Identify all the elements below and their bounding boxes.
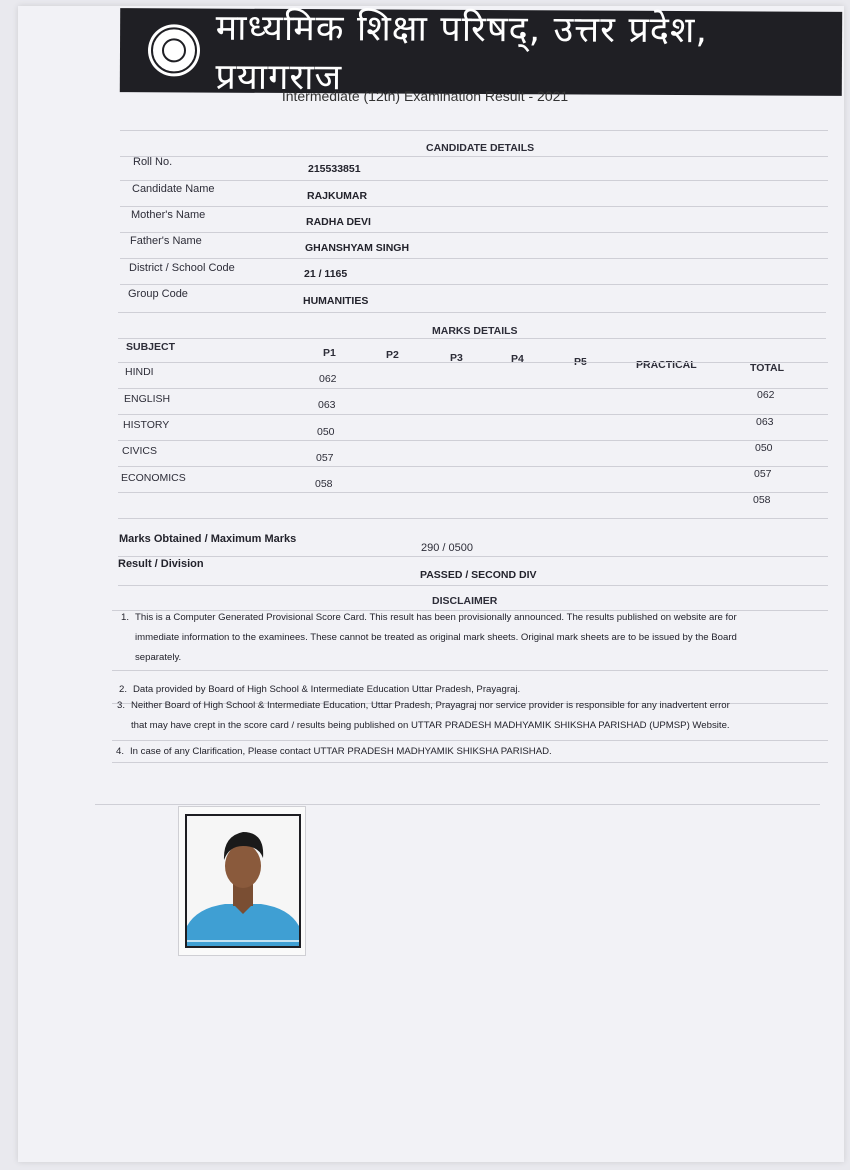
total-mark: 063	[756, 416, 774, 428]
candidate-photo-icon	[187, 816, 299, 946]
col-p3: P3	[450, 352, 463, 364]
divider	[118, 492, 828, 493]
total-mark: 058	[753, 494, 771, 506]
p1-mark: 063	[318, 399, 336, 411]
label-group-code: Group Code	[128, 288, 188, 300]
disclaimer-item: 3. Neither Board of High School & Intermediate Education, Uttar Pradesh, Prayagraj nor service provider is responsible for any inadvertent error that may have crept in the score card / results being published on UTTAR PRADESH MADHYAMIK SHIKSHA PARISHAD (UPMSP) Website.	[117, 700, 730, 731]
col-p2: P2	[386, 349, 399, 361]
p1-mark: 050	[317, 426, 335, 438]
exam-title: Intermediate (12th) Examination Result - 2021	[281, 88, 569, 104]
p1-mark: 057	[316, 452, 334, 464]
divider	[120, 180, 828, 181]
marks-obtained-value: 290 / 0500	[421, 542, 473, 554]
p1-mark: 062	[319, 373, 337, 385]
subject-name: ENGLISH	[124, 393, 171, 405]
col-p4: P4	[511, 353, 524, 365]
divider	[120, 232, 828, 233]
total-mark: 062	[757, 389, 775, 401]
subject-name: HINDI	[125, 366, 154, 378]
divider	[112, 762, 828, 763]
subject-name: CIVICS	[122, 445, 158, 457]
divider	[118, 556, 828, 557]
label-roll-no: Roll No.	[133, 156, 173, 168]
divider	[120, 130, 828, 131]
label-mother-name: Mother's Name	[131, 209, 206, 221]
divider	[118, 388, 828, 389]
disclaimer-title: DISCLAIMER	[432, 595, 498, 607]
divider	[118, 440, 828, 441]
col-p5: P5	[574, 356, 587, 368]
divider	[118, 312, 826, 313]
divider	[95, 804, 820, 805]
divider	[118, 362, 828, 363]
value-roll-no: 215533851	[308, 163, 361, 175]
value-candidate-name: RAJKUMAR	[307, 190, 368, 202]
divider	[120, 206, 828, 207]
p1-mark: 058	[315, 478, 333, 490]
divider	[118, 585, 828, 586]
marks-section-title: MARKS DETAILS	[432, 325, 518, 337]
disclaimer-item: 4. In case of any Clarification, Please contact UTTAR PRADESH MADHYAMIK SHIKSHA PARISHAD.	[116, 746, 552, 757]
divider	[118, 414, 828, 415]
divider	[112, 740, 828, 741]
divider	[120, 284, 828, 285]
board-name: माध्यमिक शिक्षा परिषद्, उत्तर प्रदेश, प्रयागराज	[215, 7, 709, 99]
value-district-school-code: 21 / 1165	[304, 268, 348, 280]
disclaimer-item: 1. This is a Computer Generated Provisional Score Card. This result has been provisionally announced. The results published on website are for immediate information to the examinees. These cannot be treated as original mark sheets. Original mark sheets are to be issued by the Board separately.	[121, 612, 737, 663]
marks-obtained-label: Marks Obtained / Maximum Marks	[119, 533, 297, 545]
divider	[118, 518, 828, 519]
label-candidate-name: Candidate Name	[132, 183, 215, 195]
photo-frame	[178, 806, 306, 956]
label-district-school-code: District / School Code	[129, 262, 235, 274]
divider	[118, 466, 828, 467]
total-mark: 050	[755, 442, 773, 454]
board-banner	[120, 7, 842, 99]
col-practical: PRACTICAL	[636, 359, 697, 371]
subject-name: ECONOMICS	[121, 472, 186, 484]
label-father-name: Father's Name	[130, 235, 202, 247]
col-total: TOTAL	[750, 362, 785, 374]
divider	[118, 338, 826, 339]
col-subject: SUBJECT	[126, 341, 176, 353]
value-mother-name: RADHA DEVI	[306, 216, 371, 228]
up-emblem-icon	[148, 24, 200, 76]
candidate-photo	[185, 814, 301, 948]
divider	[112, 670, 828, 671]
result-value: PASSED / SECOND DIV	[420, 569, 537, 581]
divider	[120, 258, 828, 259]
subject-name: HISTORY	[123, 419, 170, 431]
value-group-code: HUMANITIES	[303, 295, 369, 307]
candidate-section-title: CANDIDATE DETAILS	[426, 142, 535, 154]
divider	[120, 156, 828, 157]
disclaimer-item: 2. Data provided by Board of High School & Intermediate Education Uttar Pradesh, Prayagraj.	[119, 684, 521, 695]
value-father-name: GHANSHYAM SINGH	[305, 242, 410, 254]
result-label: Result / Division	[118, 558, 204, 570]
col-p1: P1	[323, 347, 336, 359]
total-mark: 057	[754, 468, 772, 480]
